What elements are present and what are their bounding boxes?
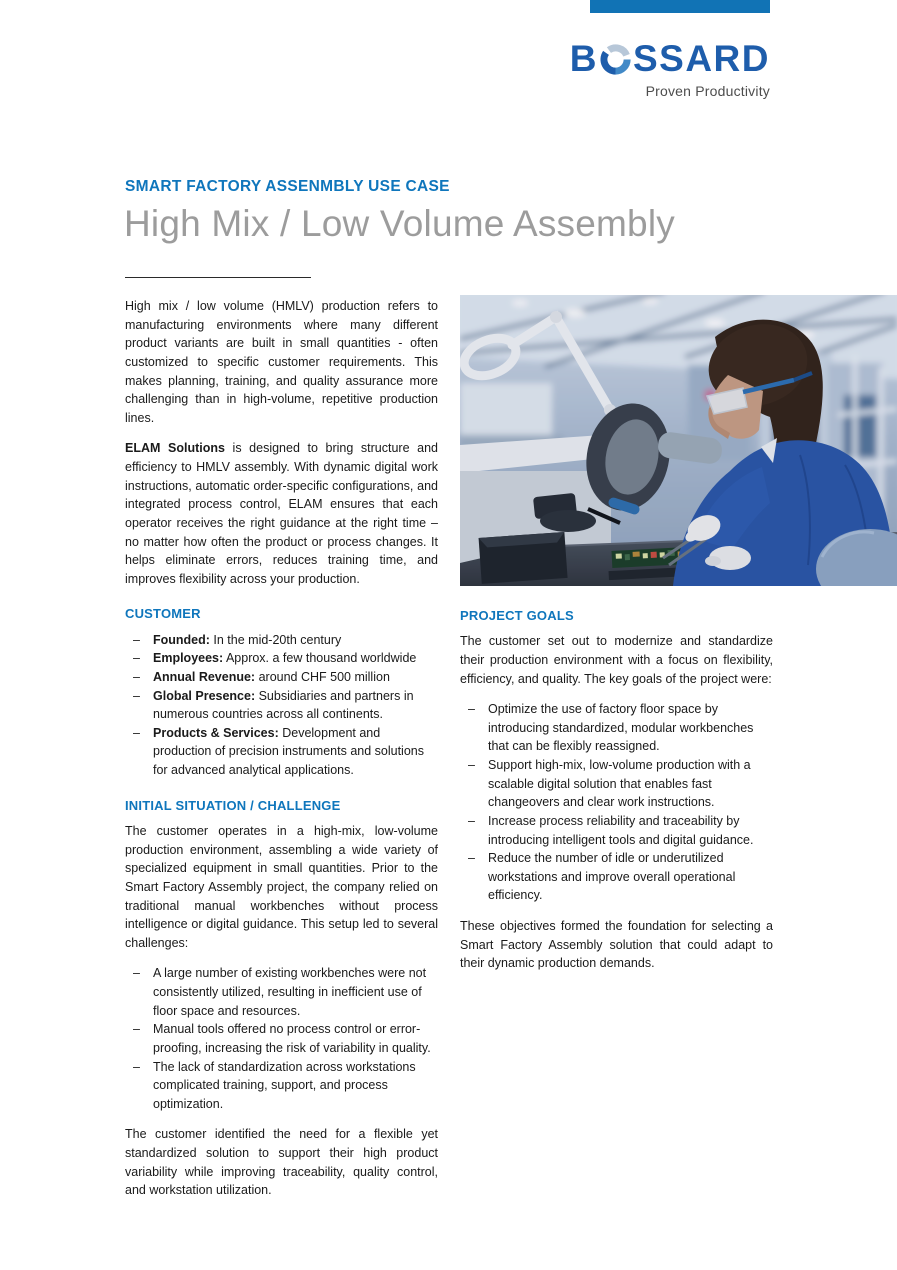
list-item: – Increase process reliability and traceability by introducing intelligent tools and digital guidance.	[460, 812, 773, 849]
customer-list	[125, 631, 438, 780]
goals-outro: These objectives formed the foundation for selecting a Smart Factory Assembly solution that could adapt to their dynamic production demands.	[460, 919, 773, 971]
bullet-dash: –	[468, 813, 475, 828]
bossard-ring-icon	[600, 44, 631, 75]
challenge-list	[125, 964, 438, 1113]
bullet-dash: –	[468, 851, 475, 866]
list-item: – Employees: Approx. a few thousand worldwide	[125, 649, 438, 668]
challenge-intro: The customer operates in a high-mix, low-volume production environment, assembling a wide variety of specialized equipment in small quantities. Prior to the Smart Factory Assembly project, the company relied on traditional manual workbenches without process intelligence or digital guidance. This setup led to several challenges:	[125, 824, 438, 950]
list-item: – Optimize the use of factory floor space by introducing standardized, modular workbenches that can be flexibly reassigned.	[460, 700, 773, 756]
bullet-dash: –	[133, 669, 140, 684]
bossard-wordmark	[420, 40, 770, 77]
challenge-outro: The customer identified the need for a flexible yet standardized solution to support their high product variability while improving traceability, quality control, and workstation utilization.	[125, 1127, 438, 1198]
intro-paragraph-2: ELAM Solutions is designed to bring structure and efficiency to HMLV assembly. With dynamic digital work instructions, automatic order-specific configurations, and integrated process control, ELAM ensures that each operator receives the right guidance at the right time – no matter how often the product or process changes. It helps eliminate errors, reduces training time, and improves flexibility across your production.	[125, 441, 438, 586]
elam-solutions-bold: ELAM Solutions	[125, 441, 225, 456]
bullet-dash: –	[468, 758, 475, 773]
title-underline-rule	[125, 277, 311, 278]
customer-heading: CUSTOMER	[125, 606, 201, 622]
right-column	[460, 606, 773, 973]
list-item: – Reduce the number of idle or underutilized workstations and improve overall operational efficiency.	[460, 849, 773, 905]
challenge-heading: INITIAL SITUATION / CHALLENGE	[125, 797, 341, 813]
bullet-dash: –	[133, 966, 140, 981]
list-item: – Global Presence: Subsidiaries and partners in numerous countries across all continents.	[125, 687, 438, 724]
kicker-heading: SMART FACTORY ASSENMBLY USE CASE	[125, 178, 450, 195]
intro-paragraph-1: High mix / low volume (HMLV) production refers to manufacturing environments where many different product variants are built in small quantities - often customized to specific customer requirements. This makes planning, training, and quality assurance more challenging than in high-volume, repetitive production lines.	[125, 299, 438, 425]
goals-list	[460, 700, 773, 905]
logo-text-b: B	[569, 38, 598, 79]
list-item: – Manual tools offered no process control or error-proofing, increasing the risk of variability in quality.	[125, 1020, 438, 1057]
bullet-dash: –	[133, 632, 140, 647]
list-item: – The lack of standardization across workstations complicated training, support, and process optimization.	[125, 1058, 438, 1114]
brand-tagline: Proven Productivity	[645, 83, 770, 99]
page-title: High Mix / Low Volume Assembly	[124, 203, 675, 244]
list-item: – Annual Revenue: around CHF 500 million	[125, 668, 438, 687]
goals-intro: The customer set out to modernize and standardize their production environment with a focus on flexibility, efficiency, and quality. The key goals of the project were:	[460, 634, 773, 686]
bullet-dash: –	[133, 1022, 140, 1037]
list-item: – Founded: In the mid-20th century	[125, 631, 438, 650]
logo-text-ssard: SSARD	[632, 38, 770, 79]
bullet-dash: –	[468, 702, 475, 717]
bossard-logo	[420, 40, 770, 99]
bullet-dash: –	[133, 651, 140, 666]
hero-photo	[460, 295, 897, 586]
bullet-dash: –	[133, 688, 140, 703]
list-item: – Support high-mix, low-volume production with a scalable digital solution that enables fast changeovers and clear work instructions.	[460, 756, 773, 812]
factory-worker-illustration	[460, 295, 897, 586]
list-item: – Products & Services: Development and production of precision instruments and solutions for advanced analytical applications.	[125, 724, 438, 780]
brand-color-bar	[590, 0, 770, 13]
bullet-dash: –	[133, 725, 140, 740]
list-item: – A large number of existing workbenches were not consistently utilized, resulting in inefficient use of floor space and resources.	[125, 964, 438, 1020]
bullet-dash: –	[133, 1059, 140, 1074]
project-goals-heading: PROJECT GOALS	[460, 608, 574, 623]
left-column	[125, 297, 438, 1200]
